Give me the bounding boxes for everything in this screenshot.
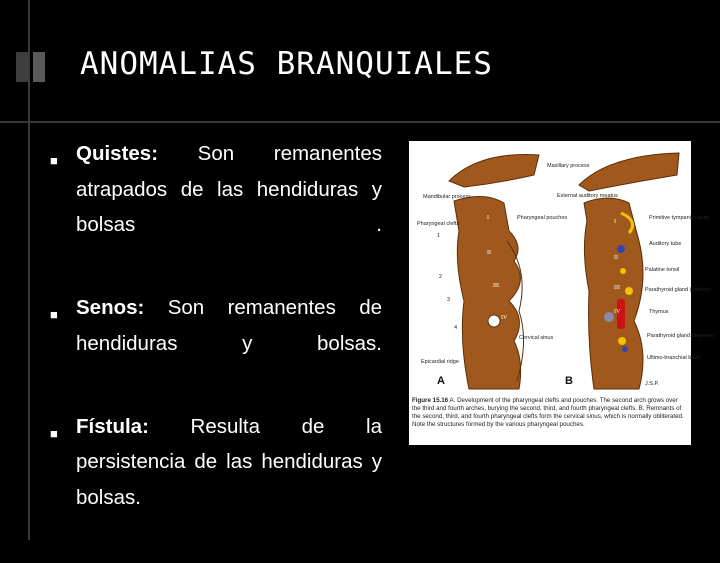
caption-label: Figure 15.16 (412, 397, 449, 404)
bullet-item-quistes (50, 136, 382, 278)
label-parathyroid-superior: Parathyroid gland (superior) (647, 333, 716, 339)
decor-horizontal-line (0, 121, 720, 123)
numeral-iv-b: IV (614, 309, 621, 315)
label-thymus: Thymus (649, 309, 669, 315)
panel-a-label: A (437, 375, 445, 387)
panel-b-label: B (565, 375, 573, 387)
label-parathyroid-inferior: Parathyroid gland (inferior) (645, 287, 711, 293)
pharyngeal-diagram (409, 141, 716, 397)
label-tube: Auditory tube (649, 241, 682, 247)
label-maxillary: Maxillary process (547, 163, 590, 169)
numeral-ii-b: II (614, 255, 618, 261)
embryology-figure (409, 141, 716, 445)
label-credit: J.S.P. (645, 381, 659, 387)
label-tympanic: Primitive tympanic cavity (649, 215, 710, 221)
panel-a (417, 155, 567, 389)
bullet-term: Quistes: (76, 142, 159, 165)
bullet-item-senos (50, 290, 382, 397)
slide-title: ANOMALIAS BRANQUIALES (80, 46, 493, 82)
square-bullet-icon: ■ (50, 153, 58, 168)
bullet-list (50, 136, 382, 563)
caption-text: A. Development of the pharyngeal clefts and pouches. The second arch grows over the third and fourth arches, burying the second, third, and fourth pharyngeal clefts. B. Remnants of the second, third, and fourth pharyngeal clefts form the cervical sinus, which is normally obliterated. Note the structures formed by the various pharyngeal pouches. (412, 397, 684, 428)
numeral-iv-a: IV (501, 315, 508, 321)
numeral-iii-b: III (614, 285, 620, 291)
bullet-text: Son remanentes de hendiduras y bolsas. (76, 296, 382, 355)
numeral-i-b: I (614, 219, 616, 225)
label-ultimo: Ultimo-branchial body (647, 355, 701, 361)
panel-b (547, 153, 715, 389)
bullet-text: Resulta de la persistencia de las hendiduras y bolsas. (76, 414, 382, 509)
bullet-term: Fístula: (76, 414, 149, 438)
cleft-number: 3 (447, 297, 451, 303)
bullet-term: Senos: (76, 296, 145, 319)
label-pouches: Pharyngeal pouches (517, 215, 568, 221)
decor-square-dark (16, 52, 28, 82)
label-sinus: Cervical sinus (519, 335, 554, 341)
cleft-number: 2 (439, 274, 443, 280)
figure-caption (409, 397, 691, 445)
bullet-text: Son remanentes atrapados de las hendiduras y bolsas . (76, 142, 382, 236)
decor-vertical-line (28, 0, 30, 540)
label-mandibular: Mandibular process (423, 194, 471, 200)
numeral-iii-a: III (493, 283, 499, 289)
label-meatus: External auditory meatus (557, 193, 618, 199)
decor-square-light (33, 52, 45, 82)
numeral-i-a: I (487, 215, 489, 221)
bullet-item-fistula (50, 409, 382, 551)
label-tonsil: Palatine tonsil (645, 267, 680, 273)
label-epicardial: Epicardial ridge (421, 359, 459, 365)
numeral-ii-a: II (487, 250, 491, 256)
square-bullet-icon: ■ (50, 425, 58, 441)
cleft-number: 1 (437, 233, 441, 239)
label-clefts: Pharyngeal clefts (417, 221, 460, 227)
square-bullet-icon: ■ (50, 307, 58, 322)
cleft-number: 4 (454, 325, 458, 331)
